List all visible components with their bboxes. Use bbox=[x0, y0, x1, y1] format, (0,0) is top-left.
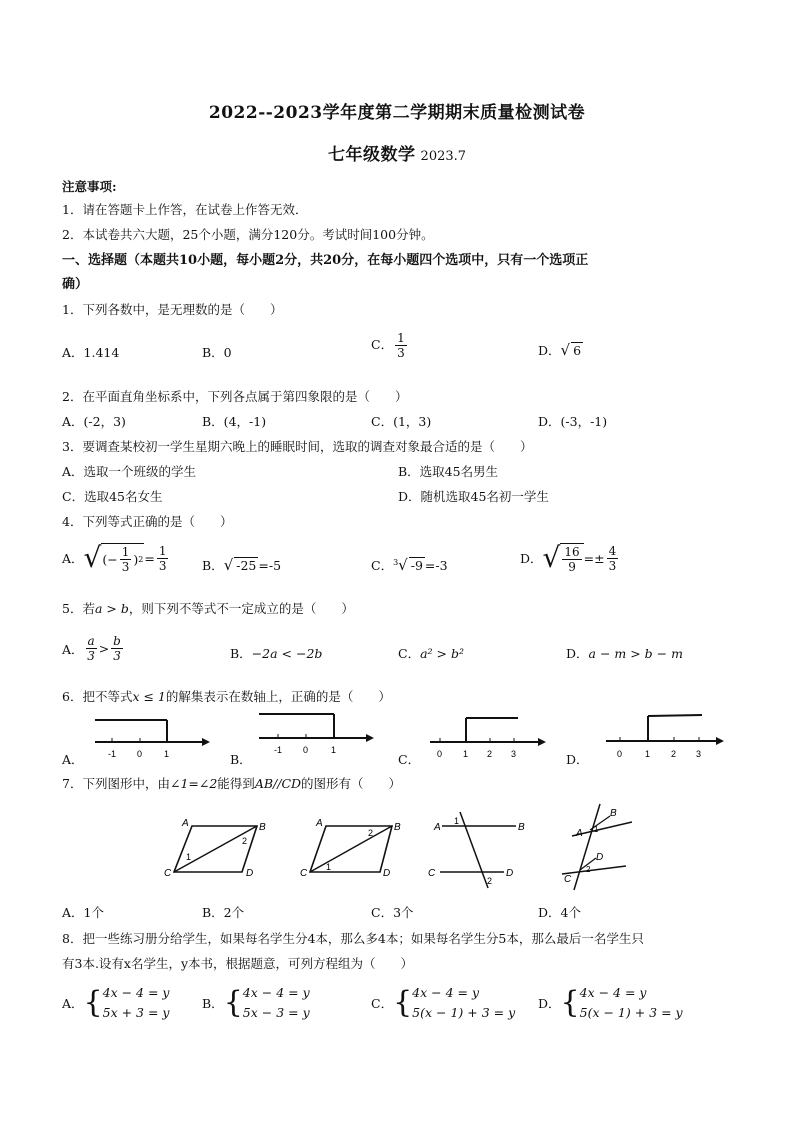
line-cd bbox=[562, 866, 626, 874]
q5-c-label: C． bbox=[398, 646, 421, 661]
brace-icon: { bbox=[83, 985, 103, 1020]
q6-stem-cond: x ≤ 1 bbox=[132, 689, 166, 704]
arrow-icon bbox=[366, 734, 374, 742]
note-item-1: 1．请在答题卡上作答，在试卷上作答无效． bbox=[62, 202, 308, 217]
q8-b-system bbox=[243, 983, 310, 1023]
q8-c-eq1: 4x − 4 = y bbox=[412, 985, 480, 1000]
q5-stem-cond: a > b bbox=[94, 601, 129, 616]
point-label-d: D bbox=[596, 852, 604, 863]
exam-subtitle bbox=[0, 140, 794, 165]
tick-label: 0 bbox=[137, 749, 143, 759]
tick-label: 3 bbox=[696, 749, 702, 759]
q1-d-radicand: 6 bbox=[573, 343, 582, 358]
q7-stem bbox=[62, 774, 401, 792]
q5-d-label: D． bbox=[566, 646, 589, 661]
q4-d-num: 16 bbox=[564, 545, 580, 559]
q1-d-label: D． bbox=[538, 343, 561, 358]
q6-numberline-b bbox=[254, 708, 374, 760]
q4-b-rhs: =-5 bbox=[258, 558, 282, 573]
tick-label: 2 bbox=[671, 749, 677, 759]
q6-stem-post: 的解集表示在数轴上，正确的是（ ） bbox=[165, 689, 391, 704]
angle-label-1: 1 bbox=[594, 825, 599, 834]
subject-label: 七年级数学 bbox=[327, 145, 416, 165]
q4-d-den: 9 bbox=[568, 560, 576, 574]
q7-stem-mid: 能得到 bbox=[217, 776, 255, 791]
q7-option-c: C．3个 bbox=[371, 905, 414, 920]
q7-figure-1 bbox=[162, 808, 272, 890]
diagonal-line bbox=[310, 826, 392, 872]
tick-label: -1 bbox=[108, 749, 117, 759]
angle-label-1: 1 bbox=[186, 852, 192, 862]
q3-option-c: C．选取45名女生 bbox=[62, 489, 163, 504]
q1-c-num: 1 bbox=[397, 331, 405, 345]
q2-option-b: B．(4，-1) bbox=[202, 414, 267, 429]
point-label-b: B bbox=[610, 808, 617, 819]
sqrt-icon: √ bbox=[223, 556, 234, 574]
q5-a-frac2 bbox=[111, 635, 123, 662]
q6-option-b: B． bbox=[230, 752, 252, 767]
solution-ray bbox=[648, 715, 702, 716]
q5-option-d bbox=[566, 644, 683, 662]
brace-icon: { bbox=[393, 985, 413, 1020]
tick-label: 1 bbox=[645, 749, 651, 759]
q7-option-a: A．1个 bbox=[62, 905, 104, 920]
q4-a-den: 3 bbox=[121, 560, 130, 574]
q4-a-rnum: 1 bbox=[158, 543, 167, 558]
q6-option-d: D． bbox=[566, 752, 589, 767]
tick-label: 1 bbox=[463, 749, 469, 759]
q8-b-eq1: 4x − 4 = y bbox=[242, 985, 310, 1000]
q8-b-label: B． bbox=[202, 996, 224, 1011]
q7-option-b: B．2个 bbox=[202, 905, 245, 920]
q8-c-system bbox=[412, 983, 515, 1023]
brace-icon: { bbox=[223, 985, 243, 1020]
point-label-c: C bbox=[564, 874, 572, 885]
q1-option-c bbox=[371, 332, 409, 359]
q5-stem bbox=[62, 599, 354, 617]
q8-a-system bbox=[103, 983, 170, 1023]
transversal-line bbox=[574, 804, 600, 890]
sqrt-icon: √ bbox=[560, 341, 571, 359]
brace-icon: { bbox=[560, 985, 580, 1020]
q5-a-num1: a bbox=[87, 634, 95, 648]
sqrt-icon: √ bbox=[83, 541, 102, 574]
tick-label: 0 bbox=[617, 749, 623, 759]
q4-a-num: 1 bbox=[121, 545, 130, 559]
q1-c-fraction bbox=[395, 332, 407, 359]
q7-figure-3 bbox=[424, 808, 536, 890]
arrow-icon bbox=[538, 738, 546, 746]
q2-option-c: C．(1，3) bbox=[371, 414, 432, 429]
q3-option-d: D．随机选取45名初一学生 bbox=[398, 489, 549, 504]
q4-b-radicand: -25 bbox=[236, 558, 257, 573]
tick-label: 3 bbox=[511, 749, 517, 759]
q5-a-num2: b bbox=[113, 634, 121, 648]
q4-b-label: B． bbox=[202, 558, 224, 573]
point-label-c: C bbox=[300, 868, 308, 879]
q5-b-label: B． bbox=[230, 646, 252, 661]
q5-c-expr: a² > b² bbox=[420, 646, 464, 661]
q4-d-rden: 3 bbox=[608, 558, 617, 573]
point-label-c: C bbox=[164, 868, 172, 879]
tick-label: 1 bbox=[164, 749, 170, 759]
q8-b-eq2: 5x − 3 = y bbox=[242, 1005, 310, 1020]
q4-a-rden: 3 bbox=[158, 558, 167, 573]
q8-stem-line2: 有3本.设有x名学生，y本书，根据题意，可列方程组为（ ） bbox=[62, 956, 414, 971]
q5-a-gt: > bbox=[98, 641, 110, 656]
cbrt-icon: √ bbox=[398, 556, 408, 574]
q8-c-label: C． bbox=[371, 996, 394, 1011]
q4-a-radicand: (− $\frac{1}{3}$ ) 2 bbox=[102, 545, 144, 574]
q4-c-rhs: =-3 bbox=[424, 558, 448, 573]
q6-option-c: C． bbox=[398, 752, 421, 767]
q1-c-label: C． bbox=[371, 337, 394, 352]
q2-option-d: D．(-3，-1) bbox=[538, 414, 608, 429]
point-label-a: A bbox=[182, 818, 189, 829]
q4-d-pm: =± bbox=[583, 550, 605, 566]
q4-d-label: D． bbox=[520, 551, 543, 566]
q8-option-b bbox=[202, 983, 310, 1023]
q5-option-a bbox=[62, 635, 125, 662]
q4-a-rhs bbox=[157, 545, 169, 572]
point-label-b: B bbox=[394, 822, 401, 833]
section1-heading-line2: 确） bbox=[62, 277, 89, 292]
point-label-b: B bbox=[518, 822, 525, 833]
q4-option-d bbox=[520, 543, 620, 573]
exam-date: 2023.7 bbox=[420, 149, 467, 164]
point-label-d: D bbox=[506, 868, 514, 879]
q8-c-eq2: 5(x − 1) + 3 = y bbox=[412, 1005, 516, 1020]
point-label-d: D bbox=[383, 868, 391, 879]
q7-figure-4 bbox=[556, 800, 636, 892]
q7-stem-cond: ∠1=∠2 bbox=[169, 776, 218, 791]
tick-label: 0 bbox=[303, 745, 309, 755]
q1-c-den: 3 bbox=[397, 346, 405, 360]
q3-stem: 3．要调查某校初一学生星期六晚上的睡眠时间，选取的调查对象最合适的是（ ） bbox=[62, 439, 533, 454]
q6-numberline-d bbox=[604, 710, 726, 762]
q4-d-rnum: 4 bbox=[608, 543, 617, 558]
angle-label-2: 2 bbox=[368, 828, 374, 838]
q8-a-label: A． bbox=[62, 996, 84, 1011]
q8-d-label: D． bbox=[538, 996, 561, 1011]
q1-option-d bbox=[538, 341, 583, 359]
q8-a-eq1: 4x − 4 = y bbox=[102, 985, 170, 1000]
angle-label-2: 2 bbox=[586, 865, 591, 874]
q6-option-a: A． bbox=[62, 752, 84, 767]
exam-title: 2022--2023学年度第二学期期末质量检测试卷 bbox=[208, 103, 586, 123]
q5-option-c bbox=[398, 644, 464, 662]
q8-a-eq2: 5x + 3 = y bbox=[102, 1005, 170, 1020]
point-label-d: D bbox=[246, 868, 254, 879]
q5-option-b bbox=[230, 644, 322, 662]
point-label-a: A bbox=[576, 828, 583, 839]
angle-label-1: 1 bbox=[326, 862, 332, 872]
arrow-icon bbox=[716, 737, 724, 745]
q6-stem bbox=[62, 687, 391, 705]
q4-c-radicand: -9 bbox=[410, 558, 423, 573]
q5-a-frac1 bbox=[86, 635, 97, 662]
q4-stem: 4．下列等式正确的是（ ） bbox=[62, 514, 233, 529]
q8-option-d bbox=[538, 983, 683, 1023]
sqrt-icon: √ bbox=[542, 541, 561, 574]
q4-c-index: 3 bbox=[393, 557, 399, 567]
q4-d-rhs bbox=[607, 545, 619, 572]
q4-option-b bbox=[202, 556, 281, 574]
angle-label-2: 2 bbox=[242, 836, 248, 846]
point-label-c: C bbox=[428, 868, 436, 879]
q3-option-a: A．选取一个班级的学生 bbox=[62, 464, 197, 479]
q8-d-system bbox=[580, 983, 683, 1023]
angle-label-2: 2 bbox=[487, 876, 493, 886]
point-label-a: A bbox=[434, 822, 441, 833]
q4-a-fraction bbox=[120, 546, 132, 573]
q6-stem-pre: 6．把不等式 bbox=[62, 689, 133, 704]
q5-b-expr: −2a < −2b bbox=[251, 646, 323, 661]
q7-stem-post: 的图形有（ ） bbox=[301, 776, 402, 791]
q6-numberline-a bbox=[90, 712, 210, 764]
q1-option-b: B．0 bbox=[202, 345, 232, 360]
q1-stem: 1．下列各数中，是无理数的是（ ） bbox=[62, 302, 283, 317]
q8-option-c bbox=[371, 983, 515, 1023]
tick-label: -1 bbox=[274, 745, 283, 755]
q5-a-label: A． bbox=[62, 641, 84, 657]
q7-stem-cond2: AB//CD bbox=[254, 776, 302, 791]
q5-stem-pre: 5．若 bbox=[62, 601, 95, 616]
section1-heading-line1: 一、选择题（本题共10小题，每小题2分，共20分，在每小题四个选项中，只有一个选项正 bbox=[62, 253, 589, 268]
q4-option-c bbox=[371, 556, 448, 574]
point-label-b: B bbox=[259, 822, 266, 833]
angle-label-1: 1 bbox=[454, 816, 460, 826]
q8-d-eq2: 5(x − 1) + 3 = y bbox=[579, 1005, 683, 1020]
q2-option-a: A．(-2，3) bbox=[62, 414, 126, 429]
q4-d-radicand bbox=[560, 543, 583, 573]
q6-numberline-c bbox=[428, 712, 548, 764]
q5-a-den2: 3 bbox=[113, 649, 121, 663]
tick-label: 2 bbox=[487, 749, 493, 759]
q5-a-den1: 3 bbox=[87, 649, 95, 663]
transversal-line bbox=[460, 812, 488, 888]
q8-option-a bbox=[62, 983, 169, 1023]
q7-option-d: D．4个 bbox=[538, 905, 581, 920]
q8-stem-line1: 8．把一些练习册分给学生，如果每名学生分4本，那么多4本；如果每名学生分5本，那么最后一名学生只 bbox=[62, 931, 644, 946]
q3-option-b: B．选取45名男生 bbox=[398, 464, 499, 479]
q7-figure-2 bbox=[300, 808, 410, 890]
tick-label: 0 bbox=[437, 749, 443, 759]
q4-a-label: A． bbox=[62, 551, 84, 566]
q8-d-eq1: 4x − 4 = y bbox=[579, 985, 647, 1000]
q2-stem: 2．在平面直角坐标系中，下列各点属于第四象限的是（ ） bbox=[62, 389, 408, 404]
arrow-icon bbox=[202, 738, 210, 746]
q4-d-fraction bbox=[562, 546, 581, 573]
q4-option-a: A． √ (− $\frac{1}{3}$ ) 2 = $\frac{1}{3}$ bbox=[62, 541, 167, 574]
q5-stem-post: ，则下列不等式不一定成立的是（ ） bbox=[128, 601, 354, 616]
tick-label: 1 bbox=[331, 745, 337, 755]
point-label-a: A bbox=[316, 818, 323, 829]
note-item-2: 2．本试卷共六大题，25个小题，满分120分。考试时间100分钟。 bbox=[62, 227, 434, 242]
q7-stem-pre: 7．下列图形中，由 bbox=[62, 776, 170, 791]
q1-option-a: A．1.414 bbox=[62, 345, 120, 360]
notes-heading: 注意事项: bbox=[62, 179, 117, 194]
q4-c-label: C． bbox=[371, 558, 394, 573]
q5-d-expr: a − m > b − m bbox=[588, 646, 683, 661]
